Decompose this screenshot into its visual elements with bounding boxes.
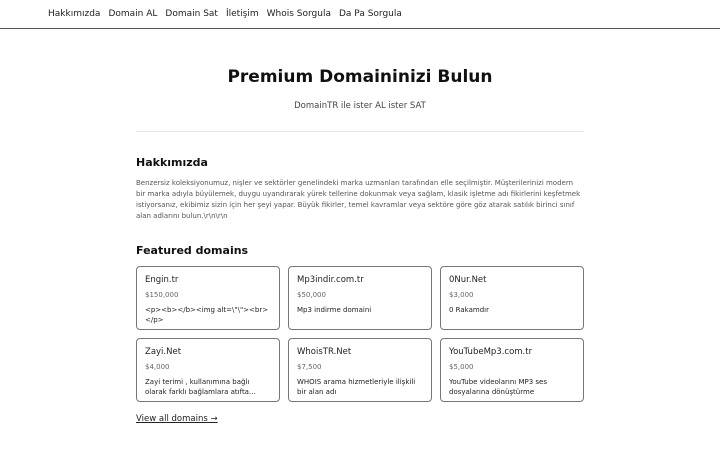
section-divider (136, 131, 584, 132)
domain-price: $7,500 (297, 363, 322, 371)
domain-name[interactable]: YouTubeMp3.com.tr (449, 347, 533, 357)
domain-name[interactable]: 0Nur.Net (449, 275, 487, 285)
nav-item-da-pa-sorgula[interactable]: Da Pa Sorgula (339, 9, 402, 19)
nav-item-hakkimizda[interactable]: Hakkımızda (48, 9, 101, 19)
domain-description: Mp3 indirme domaini (297, 306, 372, 314)
domain-price: $3,000 (449, 291, 474, 299)
domain-description: Zayi terimi , kullanımına bağlı olarak farklı bağlamlara atıfta... (145, 378, 256, 396)
domain-card[interactable] (136, 266, 280, 330)
domain-price: $150,000 (145, 291, 179, 299)
domain-name[interactable]: Engin.tr (145, 275, 179, 285)
domain-description: <p><b></b><img alt=\"\"><br></p> (145, 306, 269, 324)
domain-card[interactable] (288, 338, 432, 402)
domain-name[interactable]: Zayi.Net (145, 347, 182, 357)
top-nav (0, 0, 720, 29)
domain-name[interactable]: WhoisTR.Net (297, 347, 352, 357)
about-text: Benzersiz koleksiyonumuz, nişler ve sektörler genelindeki marka uzmanları tarafından elle seçilmiştir. Müşterilerinizi modern bir marka adıyla büyülemek, duygu uyandırarak yürek tellerine dokunmak veya sağlam, klasik işletme adı fikirlerini keşfetmek istiyorsanız, ekibimiz sizin için her şeyi yapar. Büyük fikirler, temel kavramlar veya sektöre göre göz atarak satılık birinci sınıf alan adlarını bulun.\r\n\r\n (136, 179, 581, 220)
domain-card[interactable] (288, 266, 432, 330)
domain-price: $5,000 (449, 363, 474, 371)
domain-grid (136, 266, 584, 402)
nav-item-domain-al[interactable]: Domain AL (108, 9, 158, 19)
nav-item-whois-sorgula[interactable]: Whois Sorgula (266, 9, 331, 19)
main-content (136, 156, 584, 425)
domain-name[interactable]: Mp3indir.com.tr (297, 275, 364, 285)
view-all-domains-link[interactable]: View all domains → (136, 414, 218, 424)
domain-description: WHOIS arama hizmetleriyle ilişkili bir alan adı (297, 378, 416, 396)
domain-card[interactable] (440, 266, 584, 330)
domain-price: $50,000 (297, 291, 326, 299)
domain-description: 0 Rakamdır (449, 306, 489, 314)
page-subtitle: DomainTR ile ister AL ister SAT (294, 101, 426, 111)
nav-item-iletisim[interactable]: İletişim (225, 9, 259, 19)
page-title: Premium Domaininizi Bulun (227, 67, 493, 87)
nav-item-domain-sat[interactable]: Domain Sat (165, 9, 218, 19)
domain-price: $4,000 (145, 363, 170, 371)
featured-heading: Featured domains (136, 244, 249, 257)
domain-card[interactable] (136, 338, 280, 402)
domain-card[interactable] (440, 338, 584, 402)
hero-section (0, 29, 720, 111)
about-heading: Hakkımızda (136, 156, 208, 169)
domain-description: YouTube videolarını MP3 ses dosyalarına dönüştürme (449, 378, 548, 396)
